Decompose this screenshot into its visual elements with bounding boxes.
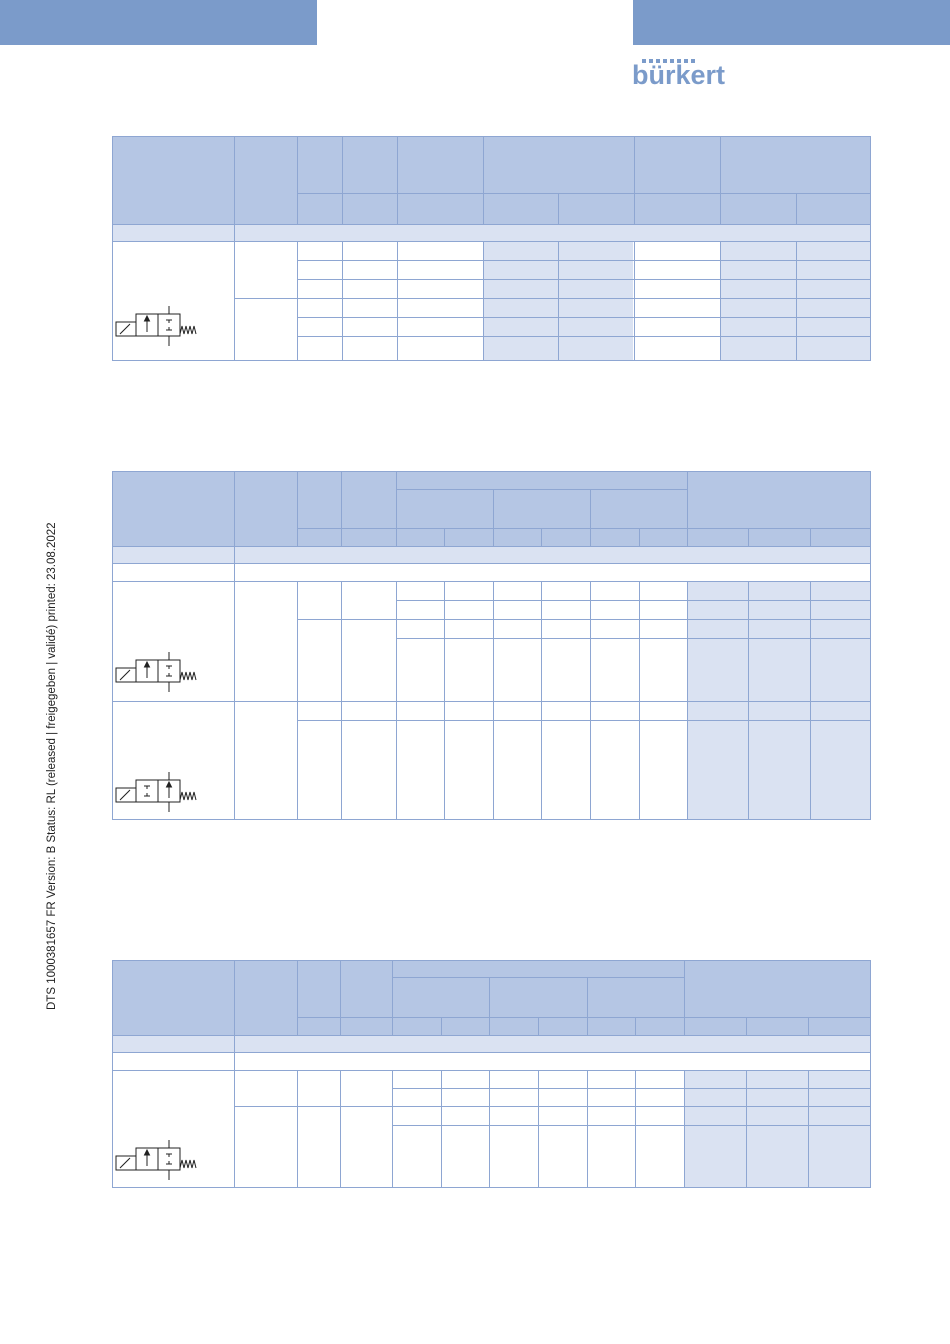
valve-symbol-no-icon [116,772,196,812]
valve-symbol-icon [116,652,196,692]
table-2 [112,471,872,822]
header-band-left [0,0,317,45]
valve-symbol-icon [116,1140,196,1180]
valve-symbol-icon [116,306,196,346]
document-status-note: DTS 1000381657 FR Version: B Status: RL (released | freigegeben | validé) printed: 23.08.2022 [46,522,58,1010]
burkert-logo [632,56,728,88]
table-1 [112,136,872,362]
svg-text:bürkert: bürkert [632,60,726,88]
header-band-right [633,0,950,45]
table-3 [112,960,872,1190]
